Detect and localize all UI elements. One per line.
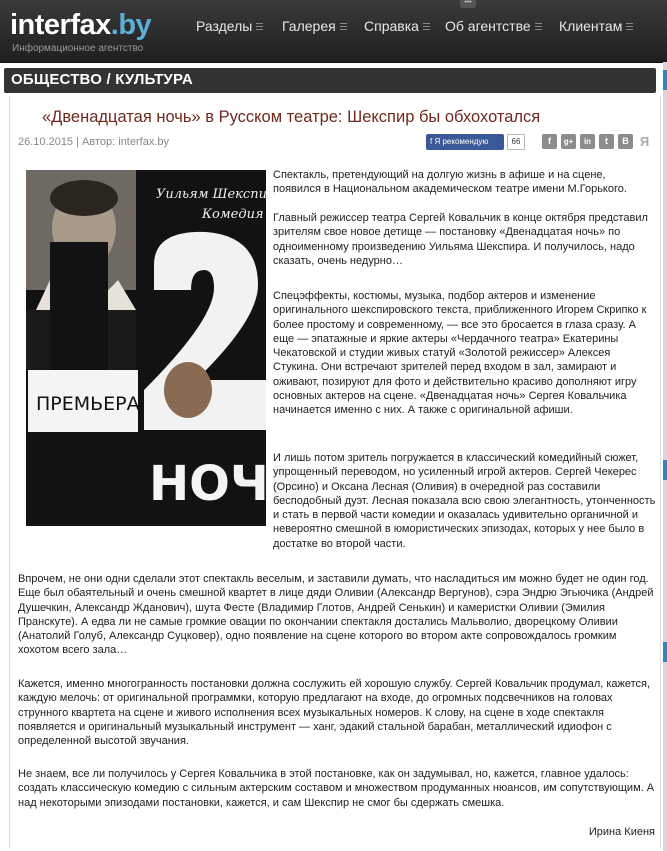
header-tab-handle[interactable]: ••• <box>460 0 476 8</box>
article-paragraph: Спецэффекты, костюмы, музыка, подбор актеров и изменение оригинального шекспировского текста, приближенного Игорем Скрипко к более простому и современному, — все это бросается в глаза сразу. А еще — эпатажные и яркие актеры «Чердачного театра» Екатерины Чекатовской и студии живых статуй «Золотой режиссер» Алексея Стукина. Они встречают зрителей перед входом в зал, замирают и оживают, позируют для фото и действительно красиво дополняют игру основных актеров на сцене. «Двенадцатая ночь» Сергея Ковальчика начинается именно с них. А также с оригинальной афиши. <box>273 290 647 417</box>
recommend-button[interactable]: f Я рекомендую <box>426 134 504 150</box>
yandex-icon[interactable]: Я <box>639 134 650 149</box>
article-paragraph: И лишь потом зритель погружается в классический комедийный сюжет, упрощенный переводом, но усиленный игрой актеров. Сергей Чекерес (Орсино) и Оксана Лесная (Оливия) в очередной раз составили бесподобный дуэт. Лесная показала всю свою элегантность, утонченность и стать в первой части комедии и оказалась удивительно органичной и невероятно смешной в юмористических эпизодах, которых у нее было в достатке во второй части. <box>18 451 656 551</box>
linkedin-icon[interactable]: in <box>580 134 595 149</box>
article-author: Автор: interfax.by <box>82 136 169 148</box>
menu-icon <box>340 23 347 30</box>
poster-number: 12 <box>86 282 99 293</box>
menu-icon <box>626 23 633 30</box>
article-paragraph: Не знаем, все ли получилось у Сергея Ковальчика в этой постановке, как он задумывал, но, кажется, главное удалось: создать классическую комедию с сильным актерским составом и множеством продуманных нюансов, им сопутствующим. А над некоторыми эпизодами постановки, кажется, и сам Шекспир не смог бы сдержать смешка. <box>18 768 655 809</box>
meta-separator: | <box>76 136 83 148</box>
edge-marker <box>663 642 667 662</box>
poster-premiere-text: ПРЕМЬЕРА <box>36 393 140 415</box>
article-meta <box>18 136 169 148</box>
facebook-icon: f <box>430 137 435 146</box>
edge-marker <box>663 460 667 480</box>
nav-item-help[interactable]: Справка <box>364 18 430 34</box>
nav-item-about[interactable]: Об агентстве <box>445 18 542 34</box>
poster-author: Уильям Шекспир <box>156 187 276 202</box>
right-edge-strip <box>663 62 667 851</box>
recommend-count: 66 <box>507 134 525 150</box>
tumblr-icon[interactable]: t <box>599 134 614 149</box>
poster-genre: Комедия <box>202 207 264 222</box>
section-bar <box>4 68 656 93</box>
article-paragraph: Впрочем, не они одни сделали этот спектакль веселым, и заставили думать, что насладиться им можно будет не один год. Еще был обаятельный и очень смешной квартет в лице дяди Оливии (Александр Вергунов), сэра Эндрю Эгьючика (Андрей Душечкин, Александр Жданович), шута Фесте (Владимир Глотов, Андрей Сенькин) и камеристки Оливии (Эмилия Пранскуте). А едва ли не самые громкие овации по окончании спектакля достались Мальволио, дворецкому Оливии (Анатолий Голуб, Александр Суцковер), одно появление на сцене которого во втором акте сопровождалось громким хохотом всего зала… <box>18 573 654 657</box>
nav-item-clients[interactable]: Клиентам <box>559 18 633 34</box>
article-signature: Ирина Киеня <box>588 826 655 838</box>
article-paragraph: Кажется, именно многогранность постановки должна сослужить ей хорошую службу. Сергей Ковальчик продумал, кажется, каждую мелочь: от оригинальной программки, которую предлагают на входе, до огромных подсвечников на головах струнного квартета на сцене и живого исполнения всех музыкальных номеров. К слову, на сцене в ходе спектакля появляется и оригинальный музыкальный инструмент — ханг, эдакий стальной барабан, металлический идиофон с определенной высотой звучания. <box>18 678 651 748</box>
menu-icon <box>423 23 430 30</box>
section-title[interactable]: ОБЩЕСТВО / КУЛЬТУРА <box>11 71 193 88</box>
logo-text: interfax.by <box>10 9 152 41</box>
poster-title-word: НОЧЬ <box>149 456 306 512</box>
nav-item-gallery[interactable]: Галерея <box>282 18 347 34</box>
site-logo[interactable] <box>10 9 160 53</box>
edge-marker <box>663 70 667 90</box>
vkontakte-icon[interactable]: В <box>618 134 633 149</box>
article-paragraph: Главный режиссер театра Сергей Ковальчик в конце октября представил зрителям свое новое детище — постановку «Двенадцатая ночь» по одноименному произведению Уильяма Шекспира. И получилось, надо сказать, очень недурно… <box>273 212 648 267</box>
menu-icon <box>256 23 263 30</box>
article-date: 26.10.2015 <box>18 136 74 148</box>
site-header <box>0 0 667 63</box>
article-title: «Двенадцатая ночь» в Русском театре: Шекспир бы обхохотался <box>42 108 541 126</box>
facebook-icon[interactable]: f <box>542 134 557 149</box>
menu-icon <box>535 23 542 30</box>
article-paragraph: Спектакль, претендующий на долгую жизнь в афише и на сцене, появился в Национальном академическом театре имени М.Горького. <box>273 169 627 196</box>
float-spacer <box>18 451 273 541</box>
google-plus-icon[interactable]: g+ <box>561 134 576 149</box>
logo-subtitle: Информационное агентство <box>12 43 144 54</box>
nav-item-sections[interactable]: Разделы <box>196 18 263 34</box>
